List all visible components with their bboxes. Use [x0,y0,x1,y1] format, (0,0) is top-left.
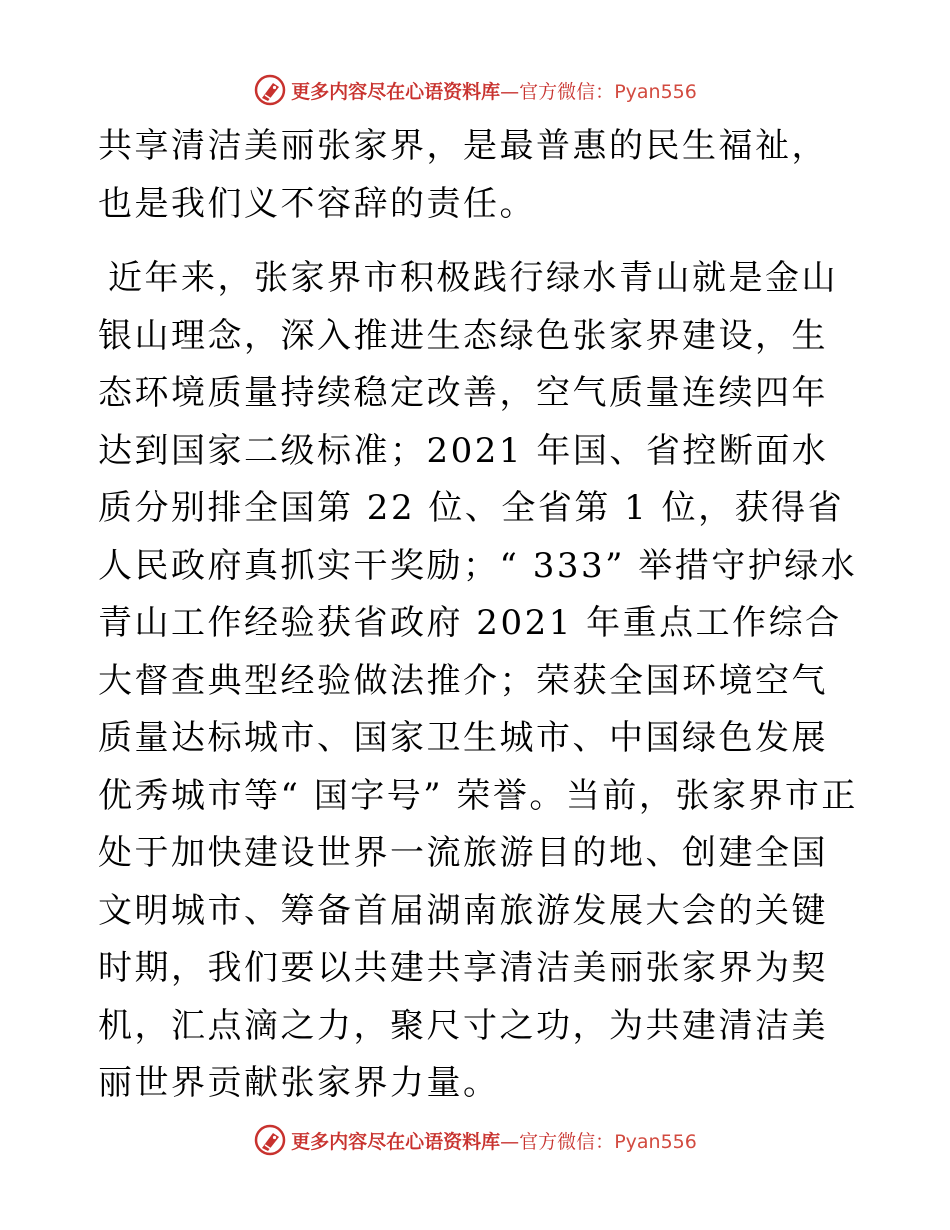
header-banner-contact: 官方微信： [519,80,615,103]
footer-banner-text [291,1127,697,1154]
footer-banner [0,1120,950,1160]
footer-banner-handle: Pyan556 [614,1130,697,1153]
header-banner-handle: Pyan556 [614,80,697,103]
paragraph-1: 共享清洁美丽张家界，是最普惠的民生福祉，也是我们义不容辞的责任。 [98,126,828,224]
header-banner-text [291,77,697,104]
paragraph-2: 近年来，张家界市积极践行绿水青山就是金山银山理念，深入推进生态绿色张家界建设，生态环境质量持续稳定改善，空气质量连续四年达到国家二级标准；2021 年国、省控断面水质分别排全国第 22 位、全省第 1 位，获得省人民政府真抓实干奖励；“ 333” 举措守护绿水青山工作经验获省政府 2021 年重点工作综合大督查典型经验做法推介；荣获全国环境空气质量达标城市、国家卫生城市、中国绿色发展优秀城市等“ 国字号” 荣誉。当前，张家界市正处于加快建设世界一流旅游目的地、创建全国文明城市、筹备首届湖南旅游发展大会的关键时期，我们要以共建共享清洁美丽张家界为契机，汇点滴之力，聚尺寸之功，为共建清洁美丽世界贡献张家界力量。 [98,258,858,1103]
header-banner-lead: 更多内容尽在心语资料库 [291,80,501,103]
footer-banner-contact: 官方微信： [519,1130,615,1153]
footer-banner-lead: 更多内容尽在心语资料库 [291,1130,501,1153]
header-banner-dash: — [500,80,520,103]
footer-banner-dash: — [500,1130,520,1153]
header-banner [0,70,950,110]
pen-nib-seal-icon [253,73,287,107]
document-body [98,118,858,1113]
pen-nib-seal-icon [253,1123,287,1157]
